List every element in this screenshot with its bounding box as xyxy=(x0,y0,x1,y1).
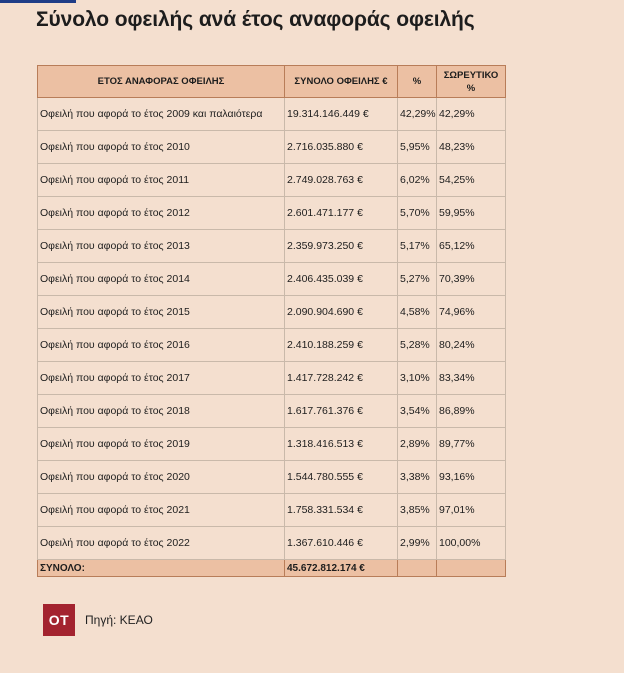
row-year-label: Οφειλή που αφορά το έτος 2021 xyxy=(38,494,285,527)
row-amount: 1.367.610.446 € xyxy=(285,527,398,560)
row-percent: 3,38% xyxy=(398,461,437,494)
row-percent: 5,27% xyxy=(398,263,437,296)
table-row xyxy=(38,197,506,230)
row-cumulative: 70,39% xyxy=(437,263,506,296)
row-cumulative: 86,89% xyxy=(437,395,506,428)
table-row xyxy=(38,428,506,461)
table-row xyxy=(38,230,506,263)
row-amount: 1.417.728.242 € xyxy=(285,362,398,395)
row-year-label: Οφειλή που αφορά το έτος 2016 xyxy=(38,329,285,362)
row-amount: 1.318.416.513 € xyxy=(285,428,398,461)
row-percent: 6,02% xyxy=(398,164,437,197)
row-cumulative: 100,00% xyxy=(437,527,506,560)
row-cumulative: 48,23% xyxy=(437,131,506,164)
row-amount: 2.406.435.039 € xyxy=(285,263,398,296)
row-percent: 3,10% xyxy=(398,362,437,395)
row-cumulative: 42,29% xyxy=(437,98,506,131)
row-year-label: Οφειλή που αφορά το έτος 2009 και παλαιότερα xyxy=(38,98,285,131)
row-amount: 2.749.028.763 € xyxy=(285,164,398,197)
row-year-label: Οφειλή που αφορά το έτος 2014 xyxy=(38,263,285,296)
table-row xyxy=(38,362,506,395)
page-title: Σύνολο οφειλής ανά έτος αναφοράς οφειλής xyxy=(36,8,475,31)
row-year-label: Οφειλή που αφορά το έτος 2022 xyxy=(38,527,285,560)
table-body xyxy=(38,98,506,560)
row-cumulative: 54,25% xyxy=(437,164,506,197)
total-empty-percent xyxy=(398,560,437,577)
row-percent: 5,70% xyxy=(398,197,437,230)
row-amount: 1.617.761.376 € xyxy=(285,395,398,428)
table-row xyxy=(38,98,506,131)
header-year: ΕΤΟΣ ΑΝΑΦΟΡΑΣ ΟΦΕΙΛΗΣ xyxy=(38,66,285,98)
total-empty-cumulative xyxy=(437,560,506,577)
row-year-label: Οφειλή που αφορά το έτος 2012 xyxy=(38,197,285,230)
row-amount: 2.716.035.880 € xyxy=(285,131,398,164)
row-cumulative: 80,24% xyxy=(437,329,506,362)
table-row xyxy=(38,395,506,428)
header-percent: % xyxy=(398,66,437,98)
row-amount: 2.359.973.250 € xyxy=(285,230,398,263)
header-cumulative: ΣΩΡΕΥΤΙΚΟ % xyxy=(437,66,506,98)
source-label: Πηγή: ΚΕΑΟ xyxy=(85,613,153,627)
table-row xyxy=(38,263,506,296)
row-percent: 3,85% xyxy=(398,494,437,527)
row-cumulative: 97,01% xyxy=(437,494,506,527)
row-year-label: Οφειλή που αφορά το έτος 2017 xyxy=(38,362,285,395)
row-percent: 3,54% xyxy=(398,395,437,428)
table-row xyxy=(38,131,506,164)
row-cumulative: 74,96% xyxy=(437,296,506,329)
table-row xyxy=(38,296,506,329)
row-amount: 1.758.331.534 € xyxy=(285,494,398,527)
row-year-label: Οφειλή που αφορά το έτος 2015 xyxy=(38,296,285,329)
row-cumulative: 59,95% xyxy=(437,197,506,230)
debt-table xyxy=(37,65,506,577)
ot-logo: OT xyxy=(43,604,75,636)
table-row xyxy=(38,461,506,494)
source-footer xyxy=(43,604,153,636)
row-amount: 19.314.146.449 € xyxy=(285,98,398,131)
table-total-row xyxy=(38,560,506,577)
table-row xyxy=(38,527,506,560)
header-total-debt: ΣΥΝΟΛΟ ΟΦΕΙΛΗΣ € xyxy=(285,66,398,98)
row-year-label: Οφειλή που αφορά το έτος 2018 xyxy=(38,395,285,428)
row-cumulative: 93,16% xyxy=(437,461,506,494)
table-row xyxy=(38,494,506,527)
accent-line xyxy=(0,0,76,3)
total-value: 45.672.812.174 € xyxy=(285,560,398,577)
row-percent: 2,99% xyxy=(398,527,437,560)
row-amount: 1.544.780.555 € xyxy=(285,461,398,494)
row-year-label: Οφειλή που αφορά το έτος 2019 xyxy=(38,428,285,461)
row-year-label: Οφειλή που αφορά το έτος 2020 xyxy=(38,461,285,494)
row-year-label: Οφειλή που αφορά το έτος 2013 xyxy=(38,230,285,263)
row-amount: 2.090.904.690 € xyxy=(285,296,398,329)
row-percent: 5,95% xyxy=(398,131,437,164)
row-cumulative: 89,77% xyxy=(437,428,506,461)
table-row xyxy=(38,164,506,197)
row-percent: 2,89% xyxy=(398,428,437,461)
table-row xyxy=(38,329,506,362)
row-percent: 5,28% xyxy=(398,329,437,362)
row-percent: 5,17% xyxy=(398,230,437,263)
row-cumulative: 65,12% xyxy=(437,230,506,263)
row-amount: 2.601.471.177 € xyxy=(285,197,398,230)
row-percent: 42,29% xyxy=(398,98,437,131)
row-percent: 4,58% xyxy=(398,296,437,329)
row-year-label: Οφειλή που αφορά το έτος 2011 xyxy=(38,164,285,197)
table-header-row xyxy=(38,66,506,98)
row-amount: 2.410.188.259 € xyxy=(285,329,398,362)
row-cumulative: 83,34% xyxy=(437,362,506,395)
row-year-label: Οφειλή που αφορά το έτος 2010 xyxy=(38,131,285,164)
total-label: ΣΥΝΟΛΟ: xyxy=(38,560,285,577)
